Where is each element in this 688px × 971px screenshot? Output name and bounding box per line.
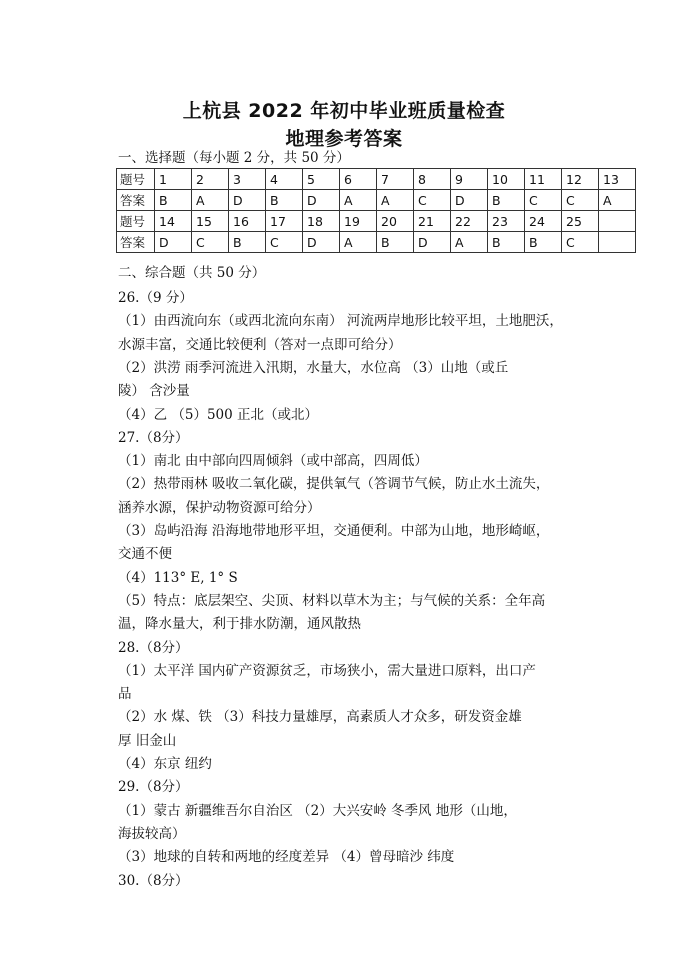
answer-line: 温，降水量大，利于排水防潮，通风散热 [118,616,361,633]
answer-line: 厚 旧金山 [118,732,177,749]
table-cell [599,211,636,232]
table-cell [599,232,636,253]
answer-line: 品 [118,686,132,703]
table-cell: C [562,190,599,211]
table-cell: B [488,190,525,211]
table-cell: 11 [525,169,562,190]
answer-line: （2）热带雨林 吸收二氧化碳，提供氧气（答调节气候，防止水土流失， [118,476,550,493]
table-cell: 7 [377,169,414,190]
document-subtitle: 地理参考答案 [285,128,403,150]
table-cell: C [192,232,229,253]
answer-line: （2）水 煤、铁 （3）科技力量雄厚，高素质人才众多，研发资金雄 [118,709,522,726]
answer-line: （1）由西流向东（或西北流向东南） 河流两岸地形比较平坦，土地肥沃， [118,313,563,330]
table-cell: 2 [192,169,229,190]
table-cell: D [303,232,340,253]
table-cell: B [229,232,266,253]
table-row [117,169,636,190]
table-cell: 15 [192,211,229,232]
table-cell: 3 [229,169,266,190]
table-cell: 10 [488,169,525,190]
table-cell: 21 [414,211,451,232]
table-cell: D [229,190,266,211]
answer-line: （3）地球的自转和两地的经度差异 （4）曾母暗沙 纬度 [118,849,455,866]
table-cell: 17 [266,211,303,232]
table-cell: 12 [562,169,599,190]
table-cell: 6 [340,169,377,190]
answer-line: 27.（8分） [118,429,189,446]
row-label: 答案 [117,190,155,211]
table-cell: B [266,190,303,211]
answer-line: （1）太平洋 国内矿产资源贫乏，市场狭小，需大量进口原料，出口产 [118,662,536,679]
answer-line: （5）特点：底层架空、尖顶、材料以草木为主；与气候的关系：全年高 [118,592,546,609]
table-cell: 8 [414,169,451,190]
table-cell: D [414,232,451,253]
table-cell: A [599,190,636,211]
section-2-heading: 二、综合题（共 50 分） [118,265,266,281]
answer-line: 28.（8分） [118,639,189,656]
table-cell: D [303,190,340,211]
table-cell: A [340,190,377,211]
table-cell: 4 [266,169,303,190]
table-cell: 14 [155,211,192,232]
table-cell: 1 [155,169,192,190]
answer-line: （4）乙 （5）500 正北（或北） [118,406,319,423]
table-cell: 22 [451,211,488,232]
table-cell: B [377,232,414,253]
table-row [117,190,636,211]
section-1-heading: 一、选择题（每小题 2 分，共 50 分） [118,150,350,166]
answer-table [116,168,636,253]
table-cell: D [451,190,488,211]
answer-line: （4）113° E, 1° S [118,569,238,586]
table-cell: 5 [303,169,340,190]
table-cell: A [451,232,488,253]
table-cell: B [488,232,525,253]
document-title: 上杭县 2022 年初中毕业班质量检查 [182,100,506,122]
row-label: 题号 [117,211,155,232]
table-cell: A [192,190,229,211]
answer-line: （1）蒙古 新疆维吾尔自治区 （2）大兴安岭 冬季风 地形（山地， [118,802,517,819]
table-cell: 9 [451,169,488,190]
table-cell: D [155,232,192,253]
table-row [117,211,636,232]
table-cell: 25 [562,211,599,232]
table-row [117,232,636,253]
table-cell: A [377,190,414,211]
table-cell: 13 [599,169,636,190]
table-cell: C [525,190,562,211]
table-cell: 23 [488,211,525,232]
answer-line: （4）东京 纽约 [118,756,212,772]
table-cell: B [525,232,562,253]
table-cell: 24 [525,211,562,232]
answer-line: （1）南北 由中部向四周倾斜（或中部高，四周低） [118,453,428,470]
table-cell: 19 [340,211,377,232]
row-label: 题号 [117,169,155,190]
answer-line: 交通不便 [118,546,172,563]
answer-line: 涵养水源，保护动物资源可给分） [118,499,321,516]
table-cell: B [155,190,192,211]
table-cell: C [414,190,451,211]
answer-line: 海拔较高） [118,825,186,842]
answer-line: 水源丰富，交通比较便利（答对一点即可给分） [118,336,402,353]
table-cell: A [340,232,377,253]
table-cell: 16 [229,211,266,232]
answer-line: 30.（8分） [118,872,189,889]
table-cell: C [562,232,599,253]
row-label: 答案 [117,232,155,253]
table-cell: C [266,232,303,253]
answer-line: （2）洪涝 雨季河流进入汛期，水量大，水位高 （3）山地（或丘 [118,359,509,376]
answer-line: 26.（9 分） [118,290,193,306]
answer-line: （3）岛屿沿海 沿海地带地形平坦，交通便利。中部为山地，地形崎岖， [118,523,550,539]
answer-line: 29.（8分） [118,779,189,796]
answer-line: 陵） 含沙量 [118,383,190,400]
table-cell: 18 [303,211,340,232]
table-cell: 20 [377,211,414,232]
